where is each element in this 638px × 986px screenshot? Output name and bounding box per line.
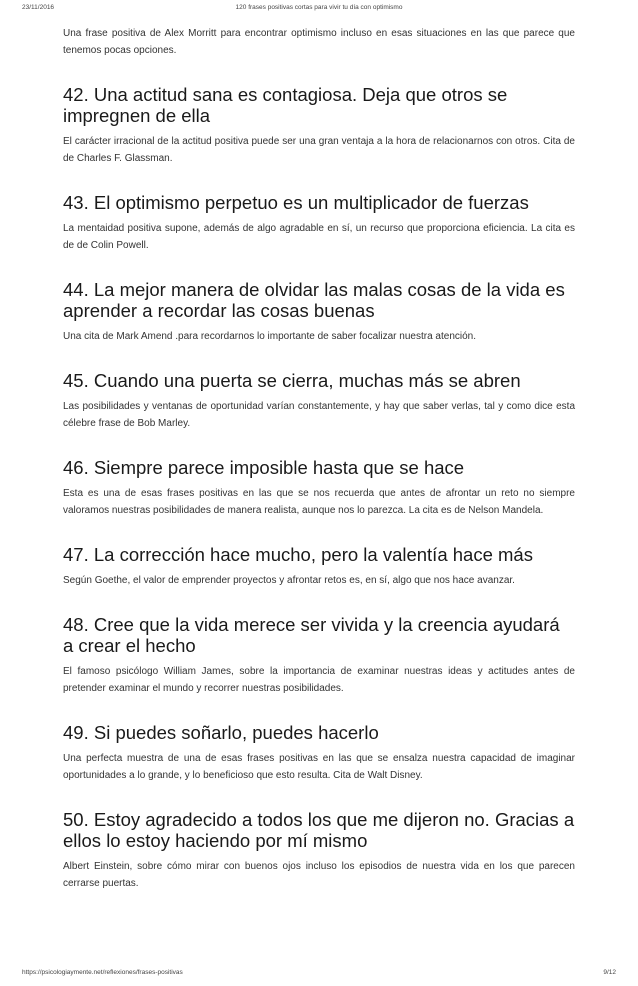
- quote-heading: 50. Estoy agradecido a todos los que me dijeron no. Gracias a ellos lo estoy haciendo por mí mismo: [63, 809, 575, 851]
- print-url: https://psicologiaymente.net/reflexiones/frases-positivas: [22, 969, 183, 976]
- quote-section: [63, 519, 575, 589]
- intro-paragraph: Una frase positiva de Alex Morritt para encontrar optimismo incluso en esas situaciones en las que parece que tenemos pocas opciones.: [63, 28, 575, 56]
- quote-section: [63, 345, 575, 432]
- quote-description: Esta es una de esas frases positivas en las que se nos recuerda que antes de afrontar un reto no siempre valoramos nuestras posibilidades de manera realista, aunque nos lo parezca. La cita es de Nelson Mandela.: [63, 488, 575, 516]
- quote-description: Según Goethe, el valor de emprender proyectos y afrontar retos es, en sí, algo que nos hace avanzar.: [63, 575, 515, 586]
- quote-section: [63, 254, 575, 345]
- quote-section: [63, 167, 575, 254]
- quote-heading: 44. La mejor manera de olvidar las malas cosas de la vida es aprender a recordar las cosas buenas: [63, 279, 565, 321]
- quote-description: Una perfecta muestra de una de esas frases positivas en las que se ensalza nuestra capacidad de imaginar oportunidades a lo grande, y lo beneficioso que esto resulta. Cita de Walt Disney.: [63, 753, 575, 781]
- quote-heading: 48. Cree que la vida merece ser vivida y la creencia ayudará a crear el hecho: [63, 614, 560, 656]
- quote-section: [63, 589, 575, 697]
- quote-description: Las posibilidades y ventanas de oportunidad varían constantemente, y hay que saber verlas, tal y como dice esta célebre frase de Bob Marley.: [63, 401, 575, 429]
- quote-heading: 47. La corrección hace mucho, pero la valentía hace más: [63, 544, 533, 565]
- quote-description: La mentaidad positiva supone, además de algo agradable en sí, un recurso que proporciona eficiencia. La cita es de de Colin Powell.: [63, 223, 575, 251]
- quote-description: Albert Einstein, sobre cómo mirar con buenos ojos incluso los episodios de nuestra vida en los que parecen cerrarse puertas.: [63, 861, 575, 889]
- quote-section: [63, 697, 575, 784]
- quote-section: [63, 784, 575, 892]
- article-content: [63, 25, 575, 892]
- quote-description: El carácter irracional de la actitud positiva puede ser una gran ventaja a la hora de relacionarnos con otros. Cita de de Charles F. Glassman.: [63, 136, 575, 164]
- quote-heading: 49. Si puedes soñarlo, puedes hacerlo: [63, 722, 379, 743]
- quote-description: Una cita de Mark Amend .para recordarnos lo importante de saber focalizar nuestra atención.: [63, 331, 476, 342]
- quote-heading: 46. Siempre parece imposible hasta que se hace: [63, 457, 465, 478]
- print-page-title: 120 frases positivas cortas para vivir tu día con optimismo: [235, 4, 403, 11]
- print-date: 23/11/2016: [22, 4, 55, 11]
- quote-heading: 43. El optimismo perpetuo es un multiplicador de fuerzas: [63, 192, 529, 213]
- quote-heading: 45. Cuando una puerta se cierra, muchas más se abren: [63, 370, 521, 391]
- quote-section: [63, 59, 575, 167]
- page-number: 9/12: [603, 969, 616, 976]
- quote-section: [63, 432, 575, 519]
- quote-heading: 42. Una actitud sana es contagiosa. Deja que otros se impregnen de ella: [63, 84, 508, 126]
- quote-description: El famoso psicólogo William James, sobre la importancia de examinar nuestras ideas y actitudes antes de pretender examinar el mundo y recorrer nuestras posibilidades.: [63, 666, 575, 694]
